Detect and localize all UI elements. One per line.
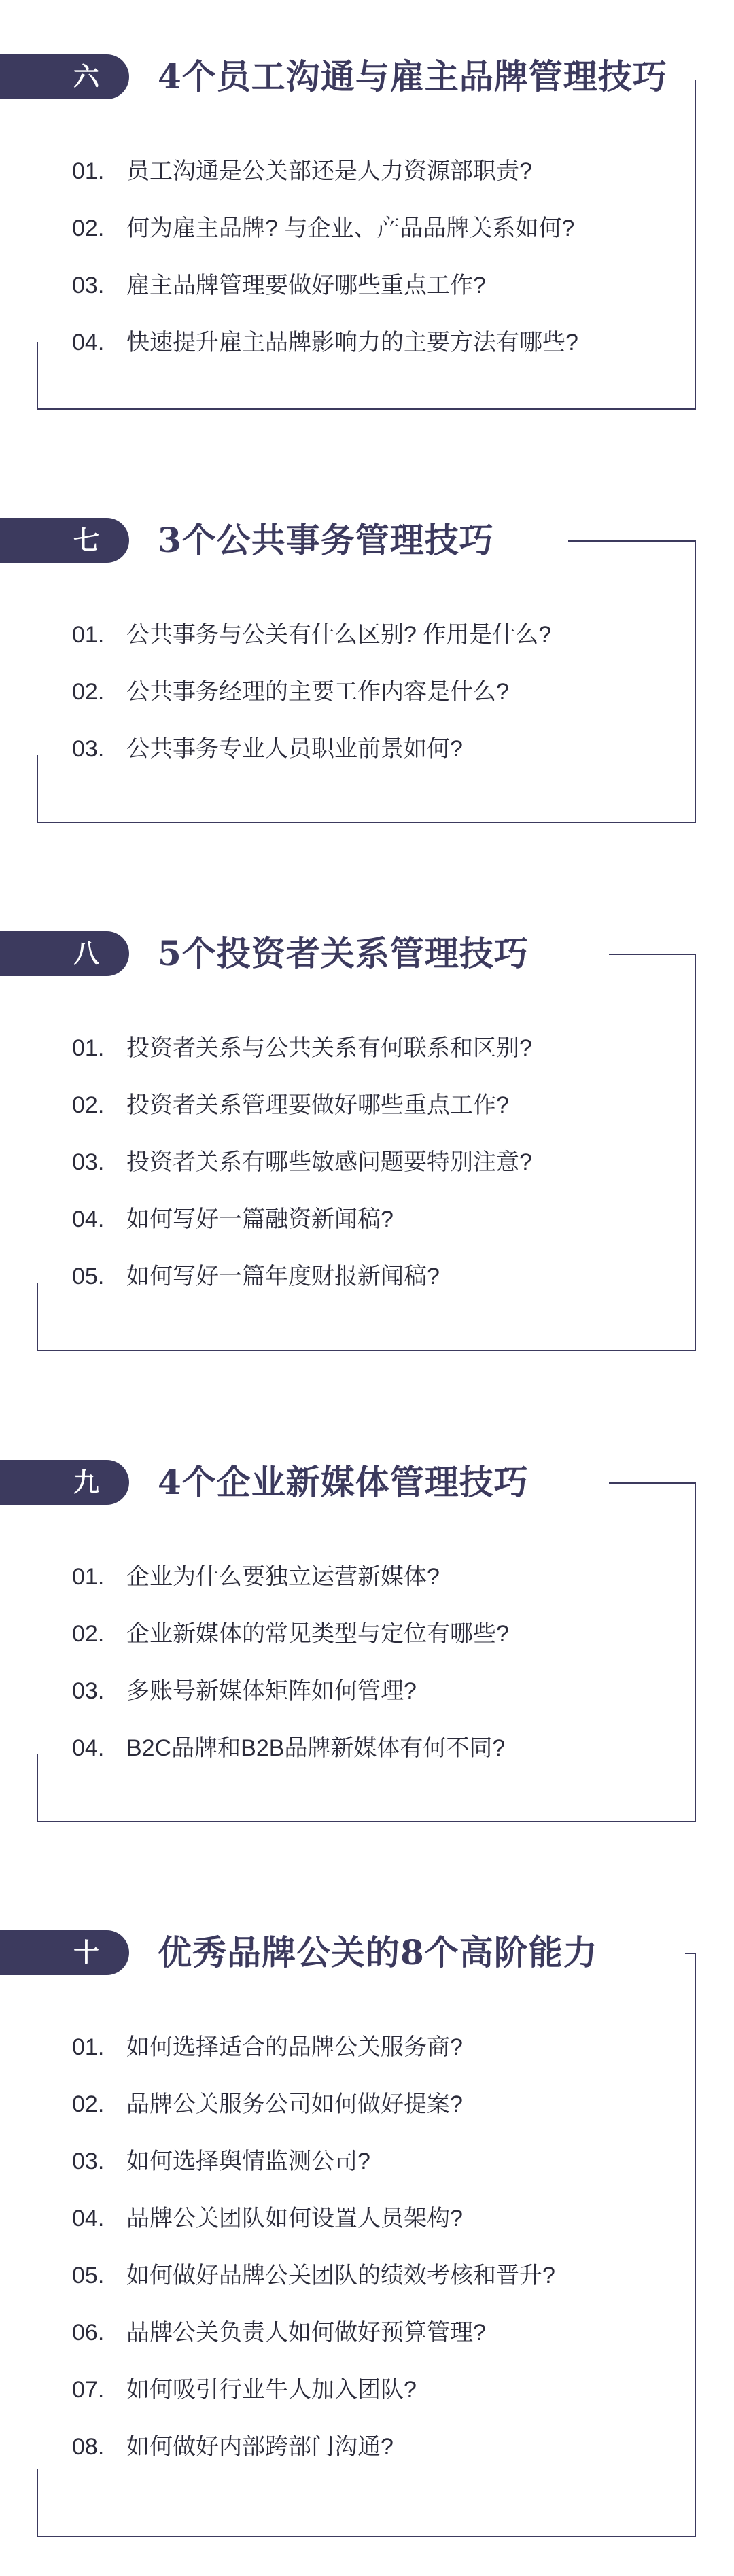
item-text: 多账号新媒体矩阵如何管理? bbox=[126, 1678, 417, 1704]
topic-list bbox=[72, 143, 578, 371]
item-number: 04. bbox=[72, 1206, 105, 1232]
item-text: 品牌公关团队如何设置人员架构? bbox=[126, 2206, 463, 2231]
section-number-badge: 九 bbox=[0, 1460, 129, 1505]
item-text: 如何选择适合的品牌公关服务商? bbox=[126, 2034, 463, 2060]
list-item bbox=[72, 720, 551, 778]
item-number: 04. bbox=[72, 330, 105, 355]
list-item bbox=[72, 314, 578, 371]
item-text: 如何选择舆情监测公司? bbox=[126, 2148, 370, 2174]
list-item bbox=[72, 606, 551, 663]
item-text: 公共事务经理的主要工作内容是什么? bbox=[126, 679, 509, 705]
item-number: 04. bbox=[72, 2206, 105, 2231]
topic-list bbox=[72, 1548, 509, 1777]
item-text: 公共事务与公关有什么区别? 作用是什么? bbox=[126, 622, 552, 648]
item-text: B2C品牌和B2B品牌新媒体有何不同? bbox=[126, 1735, 506, 1761]
item-text: 员工沟通是公关部还是人力资源部职责? bbox=[126, 158, 532, 184]
list-item bbox=[72, 1020, 532, 1077]
item-number: 08. bbox=[72, 2434, 105, 2460]
list-item bbox=[72, 1605, 509, 1663]
item-text: 企业为什么要独立运营新媒体? bbox=[126, 1564, 440, 1590]
list-item bbox=[72, 1191, 532, 1248]
list-item bbox=[72, 663, 551, 720]
section-number-badge: 十 bbox=[0, 1930, 129, 1975]
section-title: 4个企业新媒体管理技巧 bbox=[158, 1462, 529, 1502]
item-text: 品牌公关服务公司如何做好提案? bbox=[126, 2091, 463, 2117]
item-number: 01. bbox=[72, 622, 105, 648]
list-item bbox=[72, 1548, 509, 1605]
list-item bbox=[72, 2361, 555, 2418]
item-number: 02. bbox=[72, 679, 105, 705]
list-item bbox=[72, 1720, 509, 1777]
list-item bbox=[72, 2304, 555, 2361]
topic-list bbox=[72, 2019, 555, 2475]
list-item bbox=[72, 2019, 555, 2076]
item-number: 03. bbox=[72, 1149, 105, 1175]
list-item bbox=[72, 1663, 509, 1720]
item-number: 03. bbox=[72, 736, 105, 762]
list-item bbox=[72, 143, 578, 200]
item-text: 如何写好一篇年度财报新闻稿? bbox=[126, 1264, 440, 1289]
item-number: 02. bbox=[72, 1621, 105, 1647]
item-number: 01. bbox=[72, 158, 105, 184]
item-text: 雇主品牌管理要做好哪些重点工作? bbox=[126, 273, 486, 298]
list-item bbox=[72, 2418, 555, 2475]
item-text: 如何做好品牌公关团队的绩效考核和晋升? bbox=[126, 2263, 555, 2288]
section-title: 5个投资者关系管理技巧 bbox=[158, 933, 529, 973]
topic-list bbox=[72, 606, 551, 778]
list-item bbox=[72, 2247, 555, 2304]
item-text: 快速提升雇主品牌影响力的主要方法有哪些? bbox=[126, 330, 578, 355]
item-number: 04. bbox=[72, 1735, 105, 1761]
item-text: 公共事务专业人员职业前景如何? bbox=[126, 736, 463, 762]
topic-list bbox=[72, 1020, 532, 1305]
item-text: 如何吸引行业牛人加入团队? bbox=[126, 2377, 417, 2403]
list-item bbox=[72, 1077, 532, 1134]
item-number: 01. bbox=[72, 1564, 105, 1590]
list-item bbox=[72, 257, 578, 314]
item-text: 何为雇主品牌? 与企业、产品品牌关系如何? bbox=[126, 215, 575, 241]
item-number: 03. bbox=[72, 1678, 105, 1704]
item-text: 如何写好一篇融资新闻稿? bbox=[126, 1206, 394, 1232]
item-number: 05. bbox=[72, 2263, 105, 2288]
list-item bbox=[72, 1248, 532, 1305]
list-item bbox=[72, 2190, 555, 2247]
item-text: 投资者关系有哪些敏感问题要特别注意? bbox=[126, 1149, 532, 1175]
item-number: 07. bbox=[72, 2377, 105, 2403]
section-number-badge: 八 bbox=[0, 931, 129, 976]
item-number: 05. bbox=[72, 1264, 105, 1289]
section-title: 4个员工沟通与雇主品牌管理技巧 bbox=[158, 56, 667, 97]
list-item bbox=[72, 200, 578, 257]
item-number: 02. bbox=[72, 1092, 105, 1118]
list-item bbox=[72, 2133, 555, 2190]
item-text: 投资者关系管理要做好哪些重点工作? bbox=[126, 1092, 509, 1118]
item-number: 02. bbox=[72, 2091, 105, 2117]
section-number-badge: 六 bbox=[0, 54, 129, 99]
item-text: 企业新媒体的常见类型与定位有哪些? bbox=[126, 1621, 509, 1647]
section-number-badge: 七 bbox=[0, 518, 129, 563]
item-number: 06. bbox=[72, 2320, 105, 2346]
item-number: 03. bbox=[72, 2148, 105, 2174]
item-number: 01. bbox=[72, 1035, 105, 1061]
list-item bbox=[72, 1134, 532, 1191]
item-number: 03. bbox=[72, 273, 105, 298]
item-text: 投资者关系与公共关系有何联系和区别? bbox=[126, 1035, 532, 1061]
section-title: 3个公共事务管理技巧 bbox=[158, 520, 494, 560]
item-text: 如何做好内部跨部门沟通? bbox=[126, 2434, 394, 2460]
section-title: 优秀品牌公关的8个高阶能力 bbox=[158, 1932, 598, 1972]
item-number: 01. bbox=[72, 2034, 105, 2060]
item-text: 品牌公关负责人如何做好预算管理? bbox=[126, 2320, 486, 2346]
item-number: 02. bbox=[72, 215, 105, 241]
list-item bbox=[72, 2076, 555, 2133]
